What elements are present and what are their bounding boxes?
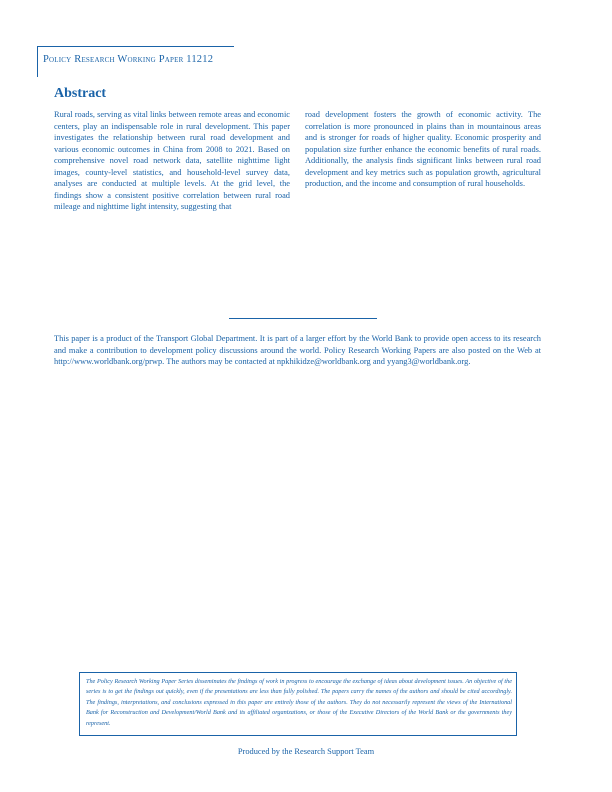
- section-divider: [229, 318, 377, 319]
- produced-by-line: Produced by the Research Support Team: [237, 747, 375, 756]
- abstract-left-column: Rural roads, serving as vital links between remote areas and economic centers, play an indispensable role in rural development. This paper investigates the relationship between rural road development and various economic outcomes in China from 2008 to 2021. Based on comprehensive novel road network data, satellite nighttime light images, county-level statistics, and household-level survey data, analyses are conducted at multiple levels. At the grid level, the findings show a consistent positive correlation between rural road mileage and nighttime light intensity, suggesting that: [54, 110, 290, 211]
- abstract-title: Abstract: [54, 86, 107, 101]
- paper-info-paragraph: This paper is a product of the Transport Global Department. It is part of a larger effort by the World Bank to provide open access to its research and make a contribution to development policy discussions around the world. Policy Research Working Papers are also posted on the Web at http://www.worldbank.org/prwp. The authors may be contacted at npkhikidze@worldbank.org and yyang3@worldbank.org.: [54, 334, 541, 367]
- abstract-right-column: road development fosters the growth of economic activity. The correlation is more pronounced in plains than in mountainous areas and is stronger for roads of higher quality. Economic prosperity and population size further enhance the economic benefits of rural roads. Additionally, the analysis finds significant links between rural road development and key metrics such as population growth, agricultural production, and the income and consumption of rural households.: [305, 110, 541, 188]
- disclaimer-text: The Policy Research Working Paper Series disseminates the findings of work in progress to encourage the exchange of ideas about development issues. An objective of the series is to get the findings out quickly, even if the presentations are less than fully polished. The papers carry the names of the authors and should be cited accordingly. The findings, interpretations, and conclusions expressed in this paper are entirely those of the authors. They do not necessarily represent the views of the International Bank for Reconstruction and Development/World Bank and its affiliated organizations, or those of the Executive Directors of the World Bank or the governments they represent.: [86, 678, 512, 727]
- series-label: Policy Research Working Paper 11212: [43, 54, 214, 65]
